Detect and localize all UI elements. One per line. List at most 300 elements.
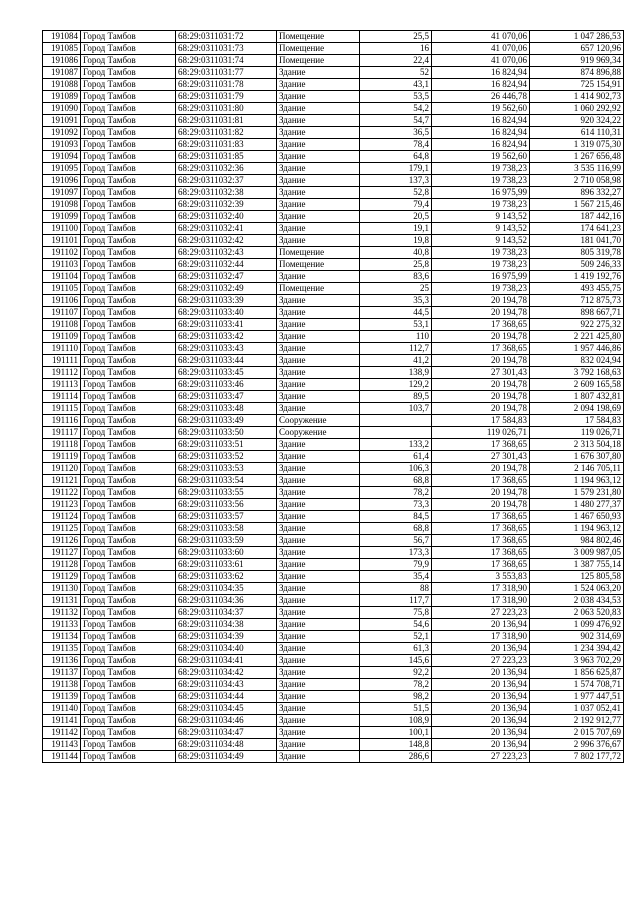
unit-value-cell: 16 824,94 — [432, 115, 530, 127]
area-cell: 83,6 — [360, 271, 432, 283]
table-row — [43, 187, 624, 199]
cadastral-number-cell: 68:29:0311031:78 — [176, 79, 277, 91]
cadastral-number-cell: 68:29:0311033:61 — [176, 559, 277, 571]
cadastral-number-cell: 68:29:0311032:42 — [176, 235, 277, 247]
cadastral-value-cell: 125 805,58 — [530, 571, 624, 583]
cadastral-value-cell: 2 146 705,11 — [530, 463, 624, 475]
table-row — [43, 607, 624, 619]
table-row — [43, 103, 624, 115]
row-id: 191135 — [43, 643, 81, 655]
row-id: 191118 — [43, 439, 81, 451]
object-type-cell: Здание — [277, 463, 360, 475]
cadastral-number-cell: 68:29:0311031:82 — [176, 127, 277, 139]
cadastral-number-cell: 68:29:0311031:73 — [176, 43, 277, 55]
cadastral-value-cell: 3 535 116,99 — [530, 163, 624, 175]
object-type-cell: Сооружение — [277, 415, 360, 427]
city-cell: Город Тамбов — [81, 55, 176, 67]
unit-value-cell: 20 136,94 — [432, 619, 530, 631]
object-type-cell: Здание — [277, 127, 360, 139]
cadastral-value-cell: 1 807 432,81 — [530, 391, 624, 403]
table-row — [43, 211, 624, 223]
cadastral-number-cell: 68:29:0311032:40 — [176, 211, 277, 223]
cadastral-value-cell: 2 038 434,53 — [530, 595, 624, 607]
row-id: 191092 — [43, 127, 81, 139]
cadastral-value-cell: 2 710 058,98 — [530, 175, 624, 187]
city-cell: Город Тамбов — [81, 415, 176, 427]
object-type-cell: Здание — [277, 199, 360, 211]
cadastral-number-cell: 68:29:0311033:62 — [176, 571, 277, 583]
document-page — [42, 30, 624, 763]
cadastral-number-cell: 68:29:0311033:41 — [176, 319, 277, 331]
row-id: 191132 — [43, 607, 81, 619]
cadastral-number-cell: 68:29:0311032:43 — [176, 247, 277, 259]
city-cell: Город Тамбов — [81, 367, 176, 379]
cadastral-value-cell: 725 154,91 — [530, 79, 624, 91]
area-cell: 78,2 — [360, 679, 432, 691]
area-cell: 112,7 — [360, 343, 432, 355]
table-row — [43, 271, 624, 283]
row-id: 191108 — [43, 319, 81, 331]
object-type-cell: Здание — [277, 595, 360, 607]
city-cell: Город Тамбов — [81, 403, 176, 415]
object-type-cell: Здание — [277, 715, 360, 727]
table-row — [43, 307, 624, 319]
area-cell: 44,5 — [360, 307, 432, 319]
row-id: 191086 — [43, 55, 81, 67]
city-cell: Город Тамбов — [81, 607, 176, 619]
row-id: 191116 — [43, 415, 81, 427]
area-cell: 19,1 — [360, 223, 432, 235]
object-type-cell: Помещение — [277, 43, 360, 55]
object-type-cell: Здание — [277, 607, 360, 619]
cadastral-number-cell: 68:29:0311033:44 — [176, 355, 277, 367]
city-cell: Город Тамбов — [81, 307, 176, 319]
cadastral-number-cell: 68:29:0311033:53 — [176, 463, 277, 475]
cadastral-number-cell: 68:29:0311033:52 — [176, 451, 277, 463]
row-id: 191119 — [43, 451, 81, 463]
cadastral-value-cell: 805 319,78 — [530, 247, 624, 259]
area-cell: 73,3 — [360, 499, 432, 511]
table-row — [43, 295, 624, 307]
city-cell: Город Тамбов — [81, 631, 176, 643]
table-row — [43, 679, 624, 691]
object-type-cell: Помещение — [277, 247, 360, 259]
cadastral-value-cell: 898 667,71 — [530, 307, 624, 319]
area-cell: 19,8 — [360, 235, 432, 247]
cadastral-value-cell: 1 579 231,80 — [530, 487, 624, 499]
city-cell: Город Тамбов — [81, 187, 176, 199]
row-id: 191109 — [43, 331, 81, 343]
object-type-cell: Здание — [277, 655, 360, 667]
cadastral-value-cell: 1 480 277,37 — [530, 499, 624, 511]
cadastral-number-cell: 68:29:0311032:41 — [176, 223, 277, 235]
table-row — [43, 319, 624, 331]
row-id: 191140 — [43, 703, 81, 715]
object-type-cell: Здание — [277, 535, 360, 547]
area-cell: 84,5 — [360, 511, 432, 523]
city-cell: Город Тамбов — [81, 751, 176, 763]
area-cell: 92,2 — [360, 667, 432, 679]
table-row — [43, 523, 624, 535]
row-id: 191142 — [43, 727, 81, 739]
area-cell: 35,4 — [360, 571, 432, 583]
unit-value-cell: 16 975,99 — [432, 187, 530, 199]
table-row — [43, 655, 624, 667]
object-type-cell: Здание — [277, 631, 360, 643]
table-row — [43, 535, 624, 547]
row-id: 191137 — [43, 667, 81, 679]
cadastral-value-cell: 174 641,23 — [530, 223, 624, 235]
area-cell: 138,9 — [360, 367, 432, 379]
city-cell: Город Тамбов — [81, 139, 176, 151]
object-type-cell: Здание — [277, 295, 360, 307]
city-cell: Город Тамбов — [81, 283, 176, 295]
city-cell: Город Тамбов — [81, 103, 176, 115]
area-cell: 98,2 — [360, 691, 432, 703]
city-cell: Город Тамбов — [81, 199, 176, 211]
area-cell: 68,8 — [360, 523, 432, 535]
cadastral-number-cell: 68:29:0311032:37 — [176, 175, 277, 187]
area-cell: 43,1 — [360, 79, 432, 91]
object-type-cell: Здание — [277, 751, 360, 763]
area-cell: 78,4 — [360, 139, 432, 151]
area-cell — [360, 415, 432, 427]
cadastral-value-cell: 712 875,73 — [530, 295, 624, 307]
unit-value-cell: 16 975,99 — [432, 271, 530, 283]
city-cell: Город Тамбов — [81, 319, 176, 331]
row-id: 191096 — [43, 175, 81, 187]
unit-value-cell: 17 584,83 — [432, 415, 530, 427]
row-id: 191103 — [43, 259, 81, 271]
cadastral-number-cell: 68:29:0311034:49 — [176, 751, 277, 763]
object-type-cell: Здание — [277, 103, 360, 115]
table-row — [43, 259, 624, 271]
area-cell: 64,8 — [360, 151, 432, 163]
table-row — [43, 43, 624, 55]
area-cell: 106,3 — [360, 463, 432, 475]
cadastral-value-cell: 1 060 292,92 — [530, 103, 624, 115]
city-cell: Город Тамбов — [81, 475, 176, 487]
object-type-cell: Здание — [277, 487, 360, 499]
unit-value-cell: 19 738,23 — [432, 199, 530, 211]
row-id: 191091 — [43, 115, 81, 127]
row-id: 191107 — [43, 307, 81, 319]
row-id: 191128 — [43, 559, 81, 571]
object-type-cell: Здание — [277, 727, 360, 739]
row-id: 191138 — [43, 679, 81, 691]
object-type-cell: Здание — [277, 667, 360, 679]
cadastral-value-cell: 1 267 656,48 — [530, 151, 624, 163]
area-cell: 117,7 — [360, 595, 432, 607]
row-id: 191114 — [43, 391, 81, 403]
row-id: 191111 — [43, 355, 81, 367]
object-type-cell: Здание — [277, 163, 360, 175]
cadastral-value-cell: 1 319 075,30 — [530, 139, 624, 151]
cadastral-number-cell: 68:29:0311033:47 — [176, 391, 277, 403]
unit-value-cell: 9 143,52 — [432, 235, 530, 247]
table-row — [43, 439, 624, 451]
unit-value-cell: 41 070,06 — [432, 55, 530, 67]
cadastral-value-cell: 17 584,83 — [530, 415, 624, 427]
cadastral-value-cell: 1 419 192,76 — [530, 271, 624, 283]
object-type-cell: Здание — [277, 175, 360, 187]
row-id: 191113 — [43, 379, 81, 391]
cadastral-number-cell: 68:29:0311034:39 — [176, 631, 277, 643]
cadastral-number-cell: 68:29:0311031:80 — [176, 103, 277, 115]
cadastral-value-cell: 1 856 625,87 — [530, 667, 624, 679]
table-row — [43, 115, 624, 127]
object-type-cell: Помещение — [277, 31, 360, 43]
object-type-cell: Здание — [277, 739, 360, 751]
city-cell: Город Тамбов — [81, 79, 176, 91]
cadastral-value-cell: 832 024,94 — [530, 355, 624, 367]
unit-value-cell: 20 136,94 — [432, 739, 530, 751]
row-id: 191087 — [43, 67, 81, 79]
area-cell: 173,3 — [360, 547, 432, 559]
object-type-cell: Здание — [277, 91, 360, 103]
unit-value-cell: 20 136,94 — [432, 643, 530, 655]
unit-value-cell: 20 194,78 — [432, 355, 530, 367]
object-type-cell: Здание — [277, 139, 360, 151]
city-cell: Город Тамбов — [81, 235, 176, 247]
row-id: 191094 — [43, 151, 81, 163]
area-cell: 88 — [360, 583, 432, 595]
object-type-cell: Здание — [277, 67, 360, 79]
table-row — [43, 643, 624, 655]
area-cell: 51,5 — [360, 703, 432, 715]
cadastral-value-cell: 1 047 286,53 — [530, 31, 624, 43]
city-cell: Город Тамбов — [81, 91, 176, 103]
city-cell: Город Тамбов — [81, 259, 176, 271]
object-type-cell: Здание — [277, 223, 360, 235]
cadastral-value-cell: 187 442,16 — [530, 211, 624, 223]
cadastral-number-cell: 68:29:0311033:59 — [176, 535, 277, 547]
cadastral-value-cell: 509 246,33 — [530, 259, 624, 271]
unit-value-cell: 19 562,60 — [432, 151, 530, 163]
area-cell: 179,1 — [360, 163, 432, 175]
city-cell: Город Тамбов — [81, 331, 176, 343]
unit-value-cell: 20 194,78 — [432, 463, 530, 475]
city-cell: Город Тамбов — [81, 511, 176, 523]
cadastral-number-cell: 68:29:0311033:40 — [176, 307, 277, 319]
cadastral-number-cell: 68:29:0311033:45 — [176, 367, 277, 379]
cadastral-value-cell: 3 009 987,05 — [530, 547, 624, 559]
cadastral-value-cell: 1 524 063,20 — [530, 583, 624, 595]
row-id: 191125 — [43, 523, 81, 535]
row-id: 191097 — [43, 187, 81, 199]
city-cell: Город Тамбов — [81, 463, 176, 475]
table-row — [43, 751, 624, 763]
city-cell: Город Тамбов — [81, 715, 176, 727]
unit-value-cell: 9 143,52 — [432, 223, 530, 235]
table-row — [43, 475, 624, 487]
row-id: 191105 — [43, 283, 81, 295]
unit-value-cell: 20 194,78 — [432, 391, 530, 403]
table-row — [43, 595, 624, 607]
row-id: 191098 — [43, 199, 81, 211]
area-cell: 35,3 — [360, 295, 432, 307]
object-type-cell: Здание — [277, 559, 360, 571]
unit-value-cell: 17 368,65 — [432, 547, 530, 559]
row-id: 191126 — [43, 535, 81, 547]
city-cell: Город Тамбов — [81, 127, 176, 139]
object-type-cell: Здание — [277, 475, 360, 487]
unit-value-cell: 16 824,94 — [432, 127, 530, 139]
city-cell: Город Тамбов — [81, 43, 176, 55]
cadastral-value-cell: 2 996 376,67 — [530, 739, 624, 751]
cadastral-number-cell: 68:29:0311033:51 — [176, 439, 277, 451]
cadastral-value-cell: 902 314,69 — [530, 631, 624, 643]
row-id: 191090 — [43, 103, 81, 115]
unit-value-cell: 17 368,65 — [432, 511, 530, 523]
table-row — [43, 355, 624, 367]
table-row — [43, 703, 624, 715]
area-cell: 53,1 — [360, 319, 432, 331]
table-row — [43, 199, 624, 211]
cadastral-value-cell: 1 957 446,86 — [530, 343, 624, 355]
object-type-cell: Здание — [277, 439, 360, 451]
row-id: 191129 — [43, 571, 81, 583]
object-type-cell: Сооружение — [277, 427, 360, 439]
cadastral-number-cell: 68:29:0311034:41 — [176, 655, 277, 667]
cadastral-value-cell: 1 567 215,46 — [530, 199, 624, 211]
table-row — [43, 451, 624, 463]
table-row — [43, 583, 624, 595]
unit-value-cell: 41 070,06 — [432, 31, 530, 43]
city-cell: Город Тамбов — [81, 703, 176, 715]
cadastral-value-cell: 2 221 425,80 — [530, 331, 624, 343]
object-type-cell: Здание — [277, 451, 360, 463]
unit-value-cell: 20 136,94 — [432, 679, 530, 691]
row-id: 191136 — [43, 655, 81, 667]
row-id: 191099 — [43, 211, 81, 223]
unit-value-cell: 19 738,23 — [432, 283, 530, 295]
city-cell: Город Тамбов — [81, 667, 176, 679]
table-row — [43, 739, 624, 751]
cadastral-number-cell: 68:29:0311034:38 — [176, 619, 277, 631]
unit-value-cell: 27 223,23 — [432, 607, 530, 619]
row-id: 191120 — [43, 463, 81, 475]
unit-value-cell: 16 824,94 — [432, 79, 530, 91]
object-type-cell: Здание — [277, 499, 360, 511]
object-type-cell: Здание — [277, 511, 360, 523]
object-type-cell: Здание — [277, 643, 360, 655]
row-id: 191100 — [43, 223, 81, 235]
cadastral-number-cell: 68:29:0311034:46 — [176, 715, 277, 727]
table-row — [43, 427, 624, 439]
table-row — [43, 499, 624, 511]
cadastral-value-cell: 1 467 650,93 — [530, 511, 624, 523]
unit-value-cell: 20 194,78 — [432, 331, 530, 343]
unit-value-cell: 27 301,43 — [432, 367, 530, 379]
cadastral-number-cell: 68:29:0311031:72 — [176, 31, 277, 43]
row-id: 191144 — [43, 751, 81, 763]
object-type-cell: Здание — [277, 403, 360, 415]
cadastral-number-cell: 68:29:0311032:44 — [176, 259, 277, 271]
unit-value-cell: 20 194,78 — [432, 379, 530, 391]
unit-value-cell: 20 194,78 — [432, 487, 530, 499]
unit-value-cell: 119 026,71 — [432, 427, 530, 439]
cadastral-number-cell: 68:29:0311033:57 — [176, 511, 277, 523]
row-id: 191117 — [43, 427, 81, 439]
city-cell: Город Тамбов — [81, 427, 176, 439]
object-type-cell: Здание — [277, 691, 360, 703]
cadastral-value-cell: 2 609 165,58 — [530, 379, 624, 391]
cadastral-number-cell: 68:29:0311034:43 — [176, 679, 277, 691]
cadastral-value-cell: 1 194 963,12 — [530, 523, 624, 535]
cadastral-number-cell: 68:29:0311033:43 — [176, 343, 277, 355]
cadastral-number-cell: 68:29:0311033:42 — [176, 331, 277, 343]
cadastral-value-cell: 2 192 912,77 — [530, 715, 624, 727]
table-row — [43, 55, 624, 67]
area-cell: 133,2 — [360, 439, 432, 451]
cadastral-number-cell: 68:29:0311034:35 — [176, 583, 277, 595]
object-type-cell: Здание — [277, 343, 360, 355]
row-id: 191110 — [43, 343, 81, 355]
cadastral-number-cell: 68:29:0311032:47 — [176, 271, 277, 283]
cadastral-number-cell: 68:29:0311032:39 — [176, 199, 277, 211]
area-cell: 286,6 — [360, 751, 432, 763]
cadastral-value-cell: 2 063 520,83 — [530, 607, 624, 619]
table-row — [43, 247, 624, 259]
city-cell: Город Тамбов — [81, 31, 176, 43]
table-row — [43, 175, 624, 187]
unit-value-cell: 16 824,94 — [432, 139, 530, 151]
city-cell: Город Тамбов — [81, 391, 176, 403]
city-cell: Город Тамбов — [81, 547, 176, 559]
unit-value-cell: 20 194,78 — [432, 295, 530, 307]
row-id: 191139 — [43, 691, 81, 703]
cadastral-number-cell: 68:29:0311033:46 — [176, 379, 277, 391]
unit-value-cell: 19 738,23 — [432, 175, 530, 187]
table-row — [43, 511, 624, 523]
cadastral-value-cell: 1 099 476,92 — [530, 619, 624, 631]
row-id: 191104 — [43, 271, 81, 283]
cadastral-value-cell: 896 332,27 — [530, 187, 624, 199]
area-cell: 36,5 — [360, 127, 432, 139]
table-row — [43, 67, 624, 79]
table-row — [43, 403, 624, 415]
row-id: 191088 — [43, 79, 81, 91]
cadastral-value-cell: 919 969,34 — [530, 55, 624, 67]
object-type-cell: Здание — [277, 679, 360, 691]
cadastral-value-cell: 1 194 963,12 — [530, 475, 624, 487]
city-cell: Город Тамбов — [81, 439, 176, 451]
area-cell: 54,2 — [360, 103, 432, 115]
unit-value-cell: 20 136,94 — [432, 667, 530, 679]
cadastral-number-cell: 68:29:0311032:36 — [176, 163, 277, 175]
area-cell: 75,8 — [360, 607, 432, 619]
area-cell: 25 — [360, 283, 432, 295]
row-id: 191123 — [43, 499, 81, 511]
cadastral-value-cell: 181 041,70 — [530, 235, 624, 247]
table-row — [43, 559, 624, 571]
area-cell: 78,2 — [360, 487, 432, 499]
cadastral-table — [42, 30, 624, 763]
object-type-cell: Здание — [277, 307, 360, 319]
area-cell: 145,6 — [360, 655, 432, 667]
area-cell: 52 — [360, 67, 432, 79]
row-id: 191095 — [43, 163, 81, 175]
object-type-cell: Помещение — [277, 55, 360, 67]
area-cell: 61,4 — [360, 451, 432, 463]
city-cell: Город Тамбов — [81, 487, 176, 499]
row-id: 191084 — [43, 31, 81, 43]
city-cell: Город Тамбов — [81, 619, 176, 631]
unit-value-cell: 17 368,65 — [432, 343, 530, 355]
cadastral-number-cell: 68:29:0311032:38 — [176, 187, 277, 199]
unit-value-cell: 20 136,94 — [432, 727, 530, 739]
